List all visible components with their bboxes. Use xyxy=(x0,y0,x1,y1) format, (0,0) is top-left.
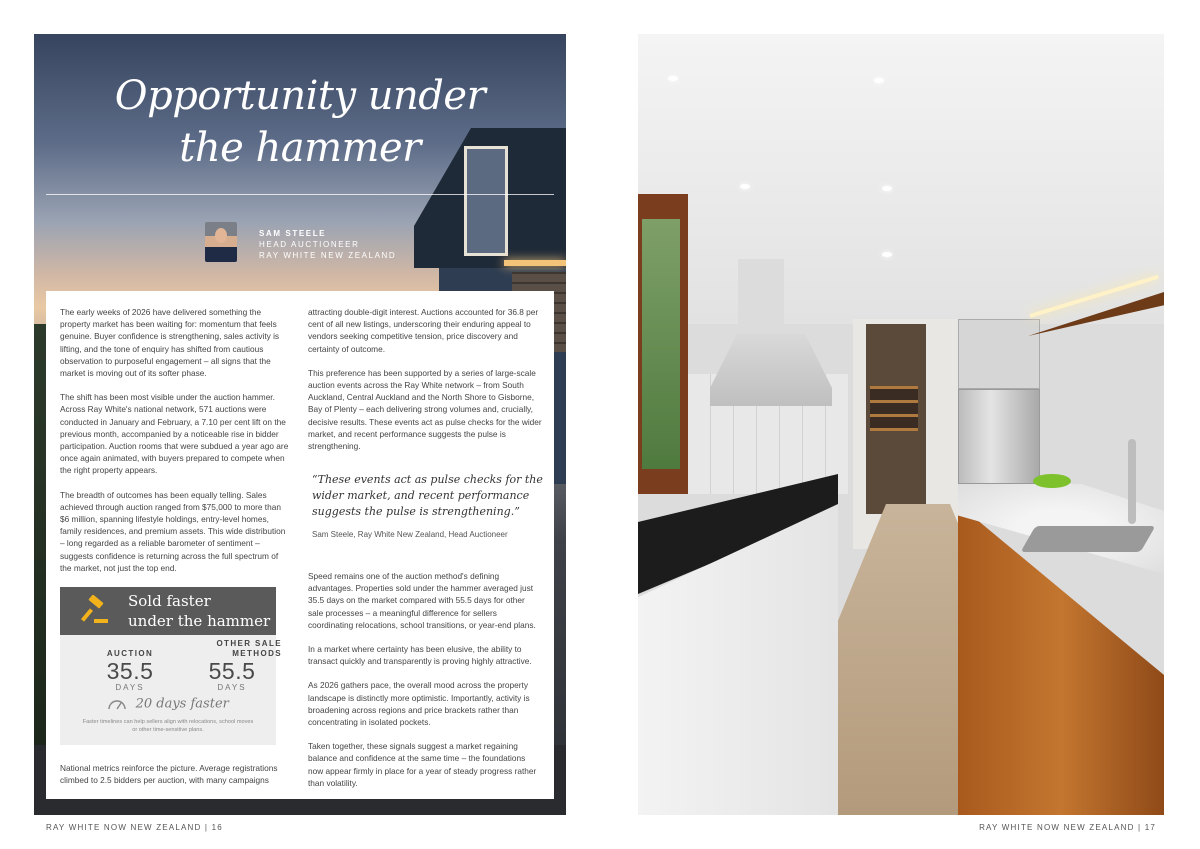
stat-box-header xyxy=(60,587,276,635)
gavel-icon xyxy=(80,595,110,625)
paragraph: National metrics reinforce the picture. Average registrations climbed to 2.5 bidders per auction, with many campaigns xyxy=(60,763,278,786)
paragraph: This preference has been supported by a series of large-scale auction events across the Ray White network – from South Auckland, Central Auckland and the North Shore to Gisborne, Bay of Plenty – each delivering strong volumes and, crucially, decisive results. These events act as pulse checks for the wider market, and recent performance suggests the pulse is strengthening. xyxy=(308,367,542,452)
paragraph: The early weeks of 2026 have delivered something the property market has been waiting for: momentum that feels genuine. Buyer confidence is strengthening, sales activity is lifting, and the tone of enquiry has shifted from cautious observation to purposeful engagement – all signs that the market is moving out of its softer phase. xyxy=(60,307,280,379)
stat-other-value: 55.5 xyxy=(208,658,256,684)
stat-title-line-2: under the hammer xyxy=(128,612,271,630)
stat-auction-unit: DAYS xyxy=(115,683,145,692)
pull-quote xyxy=(312,472,544,539)
house-light xyxy=(504,260,566,266)
window-glass xyxy=(642,219,680,469)
paragraph: As 2026 gathers pace, the overall mood across the property landscape is distinctly more optimistic. Importantly, activity is broadening across regions and price brackets rather than concentrating in isolated pockets. xyxy=(308,680,530,728)
stat-note xyxy=(72,718,264,734)
stat-difference-text: 20 days faster xyxy=(135,696,229,712)
gauge-icon xyxy=(107,698,127,710)
title-line-1: Opportunity under xyxy=(114,73,486,119)
stat-other-unit: DAYS xyxy=(217,683,247,692)
stat-difference xyxy=(60,695,276,713)
paragraph: attracting double-digit interest. Auctions accounted for 36.8 per cent of all new listings, underscoring their enduring appeal to vendors seeking competitive tension, price discovery and certainty of outcome. xyxy=(308,307,539,354)
paragraph: Speed remains one of the auction method's defining advantages. Properties sold under the hammer averaged just 35.5 days on the market compared with 55.5 days for other sale processes – a meaningful difference for sellers coordinating relocations, school transitions, or year-end plans. xyxy=(308,571,536,630)
title-line-2: the hammer xyxy=(179,125,421,171)
downlight xyxy=(874,78,884,83)
author-role: HEAD AUCTIONEER xyxy=(259,240,360,249)
author-avatar xyxy=(205,222,237,262)
stat-auction-label: AUCTION xyxy=(106,649,154,658)
range-hood-chimney xyxy=(738,259,784,339)
footer-page-16: RAY WHITE NOW NEW ZEALAND | 16 xyxy=(46,823,223,832)
upper-cabinet xyxy=(958,319,1040,389)
ceiling xyxy=(638,34,1164,324)
body-column-right xyxy=(308,306,542,464)
downlight xyxy=(882,252,892,257)
title-divider xyxy=(46,194,554,195)
stat-other-label-1: OTHER SALE xyxy=(216,639,282,648)
fruit-bowl xyxy=(1033,474,1071,488)
body-column-left xyxy=(60,306,290,586)
downlight xyxy=(882,186,892,191)
body-column-right-bottom xyxy=(308,570,542,801)
sink xyxy=(1020,526,1155,552)
pantry-shelves xyxy=(870,386,918,431)
footer-page-17: RAY WHITE NOW NEW ZEALAND | 17 xyxy=(979,823,1156,832)
article-body-card xyxy=(46,291,554,799)
stat-other-label-2: METHODS xyxy=(232,649,282,658)
kitchen-photo xyxy=(638,34,1164,815)
paragraph: In a market where certainty has been elusive, the ability to transact quickly and transparently is proving highly attractive. xyxy=(308,644,532,667)
downlight xyxy=(740,184,750,189)
stat-auction-value: 35.5 xyxy=(106,658,154,684)
paragraph: Taken together, these signals suggest a market regaining balance and confidence at the same time – the foundations now appear firmly in place for a year of steady progress rather than volatility. xyxy=(308,741,537,788)
stat-box-sold-faster xyxy=(60,587,282,745)
body-column-left-bottom xyxy=(60,762,290,798)
paragraph: The shift has been most visible under the auction hammer. Across Ray White's national network, 571 auctions were conducted in January and February, a 7.10 per cent lift on the previous month, accompanied by a noticeable rise in bidder participation. Auction rooms that were subdued a year ago are once again animated, with buyers prepared to compete when the right property appears. xyxy=(60,392,289,476)
downlight xyxy=(668,76,678,81)
fridge xyxy=(958,389,1040,484)
paragraph: The breadth of outcomes has been equally telling. Sales achieved through auction ranged from $75,000 to more than $6 million, spanning lifestyle holdings, entry-level homes, family residences, and premium assets. This wide distribution – long regarded as a reliable barometer of sentiment – suggests confidence is returning across the full spectrum of the market, not just the top end. xyxy=(60,489,286,573)
pull-quote-attribution: Sam Steele, Ray White New Zealand, Head Auctioneer xyxy=(312,530,508,539)
stat-auction xyxy=(80,639,180,693)
range-hood xyxy=(710,334,832,406)
article-title xyxy=(34,70,566,174)
author-company: RAY WHITE NEW ZEALAND xyxy=(259,251,397,260)
stat-note-line-1: Faster timelines can help sellers align with relocations, school moves xyxy=(82,719,254,725)
stat-note-line-2: or other time-sensitive plans. xyxy=(132,727,204,733)
author-name: SAM STEELE xyxy=(259,229,327,238)
stat-other-methods xyxy=(182,639,282,693)
pull-quote-text: “These events act as pulse checks for the wider market, and recent performance suggests the pulse is strengthening.” xyxy=(312,473,543,518)
tap xyxy=(1128,439,1136,524)
stat-title-line-1: Sold faster xyxy=(128,592,211,610)
